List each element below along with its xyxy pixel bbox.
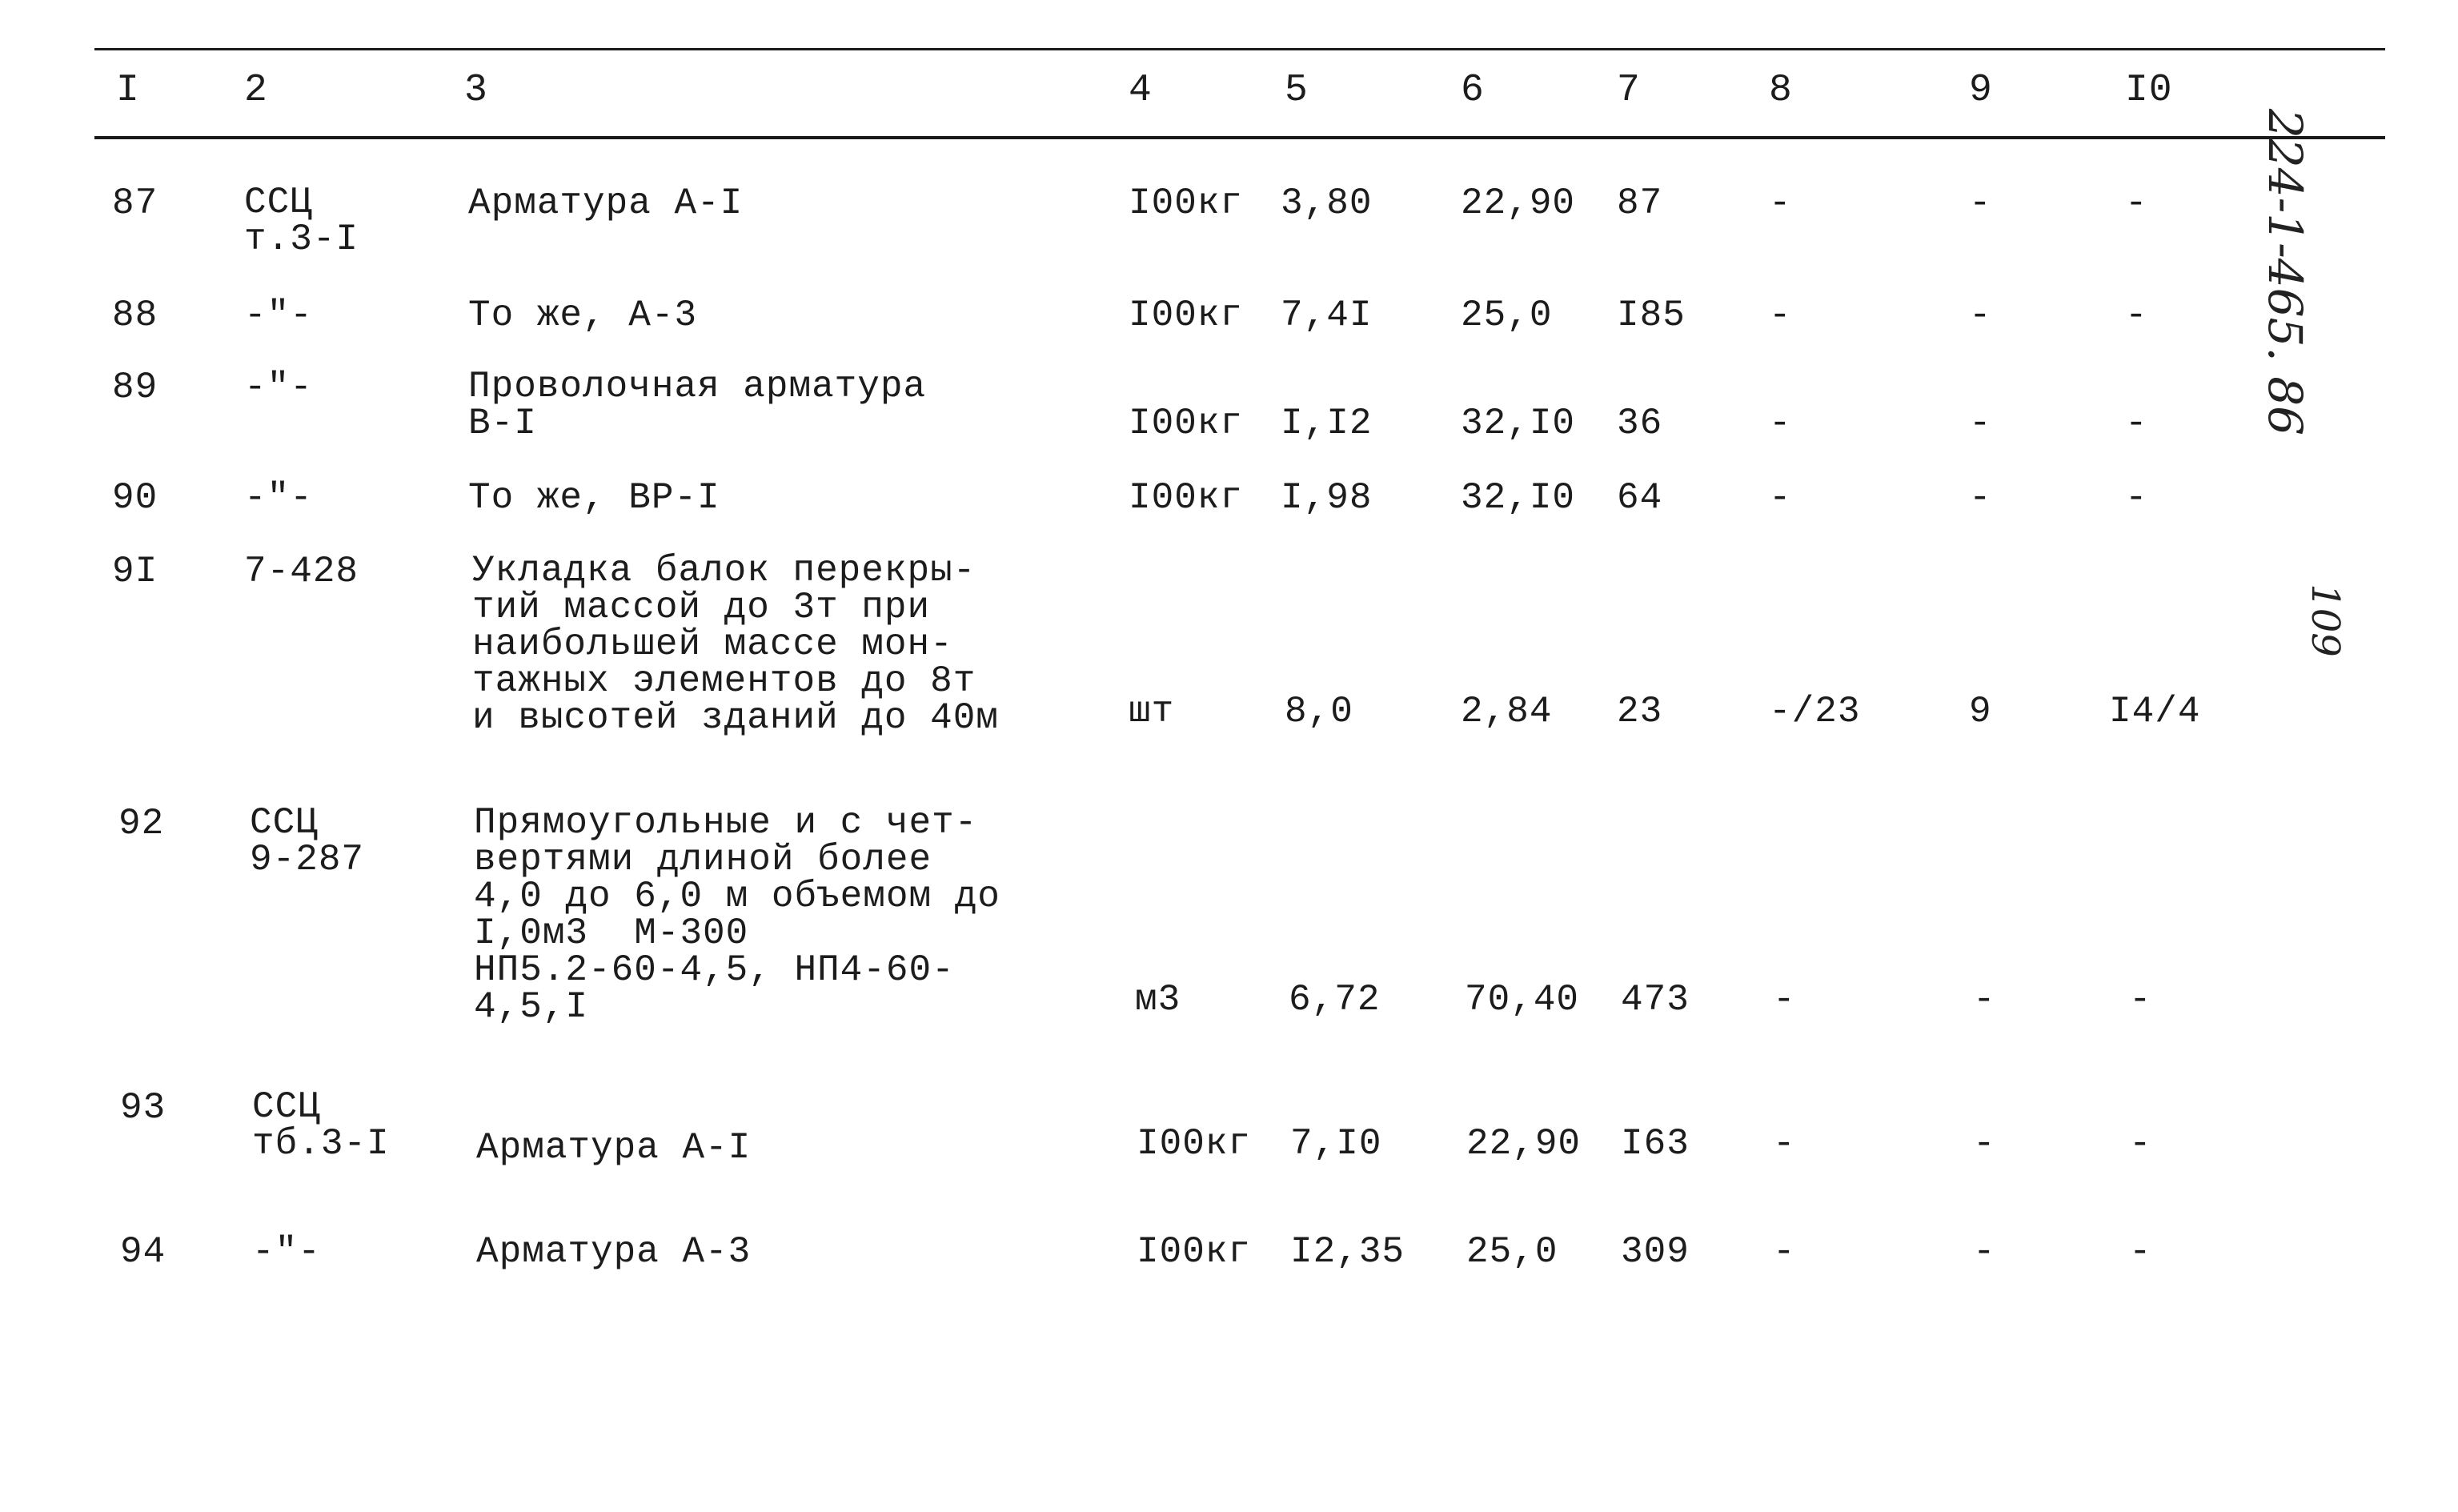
row-88-col5: 7,4I: [1281, 295, 1373, 336]
row-89-code: -"-: [244, 367, 313, 408]
row-90-col10: -: [2125, 477, 2148, 519]
row-93-number: 93: [120, 1087, 166, 1129]
row-89-unit: I00кг: [1129, 403, 1244, 444]
row-91-col10: I4/4: [2109, 691, 2201, 732]
row-88-unit: I00кг: [1129, 295, 1244, 336]
row-93-col7: I63: [1621, 1123, 1690, 1165]
header-col-4: 4: [1129, 69, 1153, 112]
row-91-unit: шт: [1129, 691, 1175, 732]
row-93-col10: -: [2129, 1123, 2152, 1165]
row-94-col10: -: [2129, 1231, 2152, 1273]
row-93-unit: I00кг: [1137, 1123, 1252, 1165]
row-91-col7: 23: [1617, 691, 1663, 732]
row-90-unit: I00кг: [1129, 477, 1244, 519]
row-91-col9: 9: [1969, 691, 1992, 732]
row-90-col7: 64: [1617, 477, 1663, 519]
row-88-number: 88: [112, 295, 158, 336]
row-88-name: То же, А-3: [468, 295, 698, 336]
row-89-col6: 32,I0: [1461, 403, 1576, 444]
row-94-unit: I00кг: [1137, 1231, 1252, 1273]
header-col-1: I: [116, 69, 140, 112]
header-col-10: I0: [2125, 69, 2173, 112]
row-94-col5: I2,35: [1290, 1231, 1405, 1273]
row-91-code: 7-428: [244, 551, 359, 592]
row-89-col7: 36: [1617, 403, 1663, 444]
row-94-col9: -: [1973, 1231, 1996, 1273]
row-94-col8: -: [1773, 1231, 1796, 1273]
row-93-col8: -: [1773, 1123, 1796, 1165]
row-92-col8: -: [1773, 979, 1796, 1021]
header-col-3: 3: [464, 69, 488, 112]
row-91-col6: 2,84: [1461, 691, 1553, 732]
header-col-8: 8: [1769, 69, 1793, 112]
row-90-col5: I,98: [1281, 477, 1373, 519]
row-94-col6: 25,0: [1466, 1231, 1558, 1273]
row-90-number: 90: [112, 477, 158, 519]
row-94-col7: 309: [1621, 1231, 1690, 1273]
row-93-code: ССЦ тб.3-I: [252, 1086, 390, 1165]
row-91-col8: -/23: [1769, 691, 1861, 732]
header-col-2: 2: [244, 69, 268, 112]
row-92-col10: -: [2129, 979, 2152, 1021]
row-87-col5: 3,80: [1281, 182, 1373, 224]
header-rule: [94, 136, 2385, 139]
row-88-col9: -: [1969, 295, 1992, 336]
top-rule: [94, 48, 2385, 50]
row-88-col6: 25,0: [1461, 295, 1553, 336]
row-87-col8: -: [1769, 182, 1792, 224]
row-89-col8: -: [1769, 403, 1792, 444]
document-code-note: 224-1-465. 86: [2258, 108, 2312, 436]
row-92-col9: -: [1973, 979, 1996, 1021]
row-90-col8: -: [1769, 477, 1792, 519]
row-90-col9: -: [1969, 477, 1992, 519]
row-88-code: -"-: [244, 295, 313, 336]
row-88-col7: I85: [1617, 295, 1686, 336]
row-89-col10: -: [2125, 403, 2148, 444]
header-col-6: 6: [1461, 69, 1485, 112]
row-94-code: -"-: [252, 1231, 321, 1273]
row-91-name: Укладка балок перекры- тий массой до 3т при наибольшей массе мон- тажных элементов до 8т и высотей зданий до 40м: [472, 550, 999, 739]
row-92-code: ССЦ 9-287: [250, 802, 365, 880]
row-92-col6: 70,40: [1465, 979, 1580, 1021]
row-87-col7: 87: [1617, 182, 1663, 224]
row-89-col9: -: [1969, 403, 1992, 444]
row-94-name: Арматура А-3: [476, 1231, 752, 1273]
row-87-number: 87: [112, 182, 158, 224]
row-90-col6: 32,I0: [1461, 477, 1576, 519]
row-87-col10: -: [2125, 182, 2148, 224]
row-87-col6: 22,90: [1461, 182, 1576, 224]
row-92-name: Прямоугольные и с чет- вертями длиной более 4,0 до 6,0 м объемом до I,0м3 М-300 НП5.2-60-4,5, НП4-60- 4,5,I: [474, 802, 1000, 1028]
row-94-number: 94: [120, 1231, 166, 1273]
row-89-name: Проволочная арматура В-I: [468, 366, 927, 444]
row-87-unit: I00кг: [1129, 182, 1244, 224]
row-92-unit: м3: [1135, 979, 1181, 1021]
row-88-col8: -: [1769, 295, 1792, 336]
row-90-code: -"-: [244, 477, 313, 519]
row-93-col6: 22,90: [1466, 1123, 1582, 1165]
row-89-number: 89: [112, 367, 158, 408]
row-89-col5: I,I2: [1281, 403, 1373, 444]
row-90-name: То же, ВР-I: [468, 477, 720, 519]
row-92-col5: 6,72: [1289, 979, 1381, 1021]
row-92-number: 92: [118, 803, 165, 844]
page-number: 109: [2303, 584, 2348, 657]
row-87-code: ССЦ т.3-I: [244, 182, 359, 260]
row-91-number: 9I: [112, 551, 158, 592]
header-col-7: 7: [1617, 69, 1641, 112]
header-col-9: 9: [1969, 69, 1993, 112]
row-91-col5: 8,0: [1285, 691, 1353, 732]
row-87-name: Арматура А-I: [468, 182, 744, 224]
row-88-col10: -: [2125, 295, 2148, 336]
row-93-col9: -: [1973, 1123, 1996, 1165]
row-93-col5: 7,I0: [1290, 1123, 1382, 1165]
row-92-col7: 473: [1621, 979, 1690, 1021]
header-col-5: 5: [1285, 69, 1309, 112]
row-87-col9: -: [1969, 182, 1992, 224]
row-93-name: Арматура А-I: [476, 1127, 752, 1169]
